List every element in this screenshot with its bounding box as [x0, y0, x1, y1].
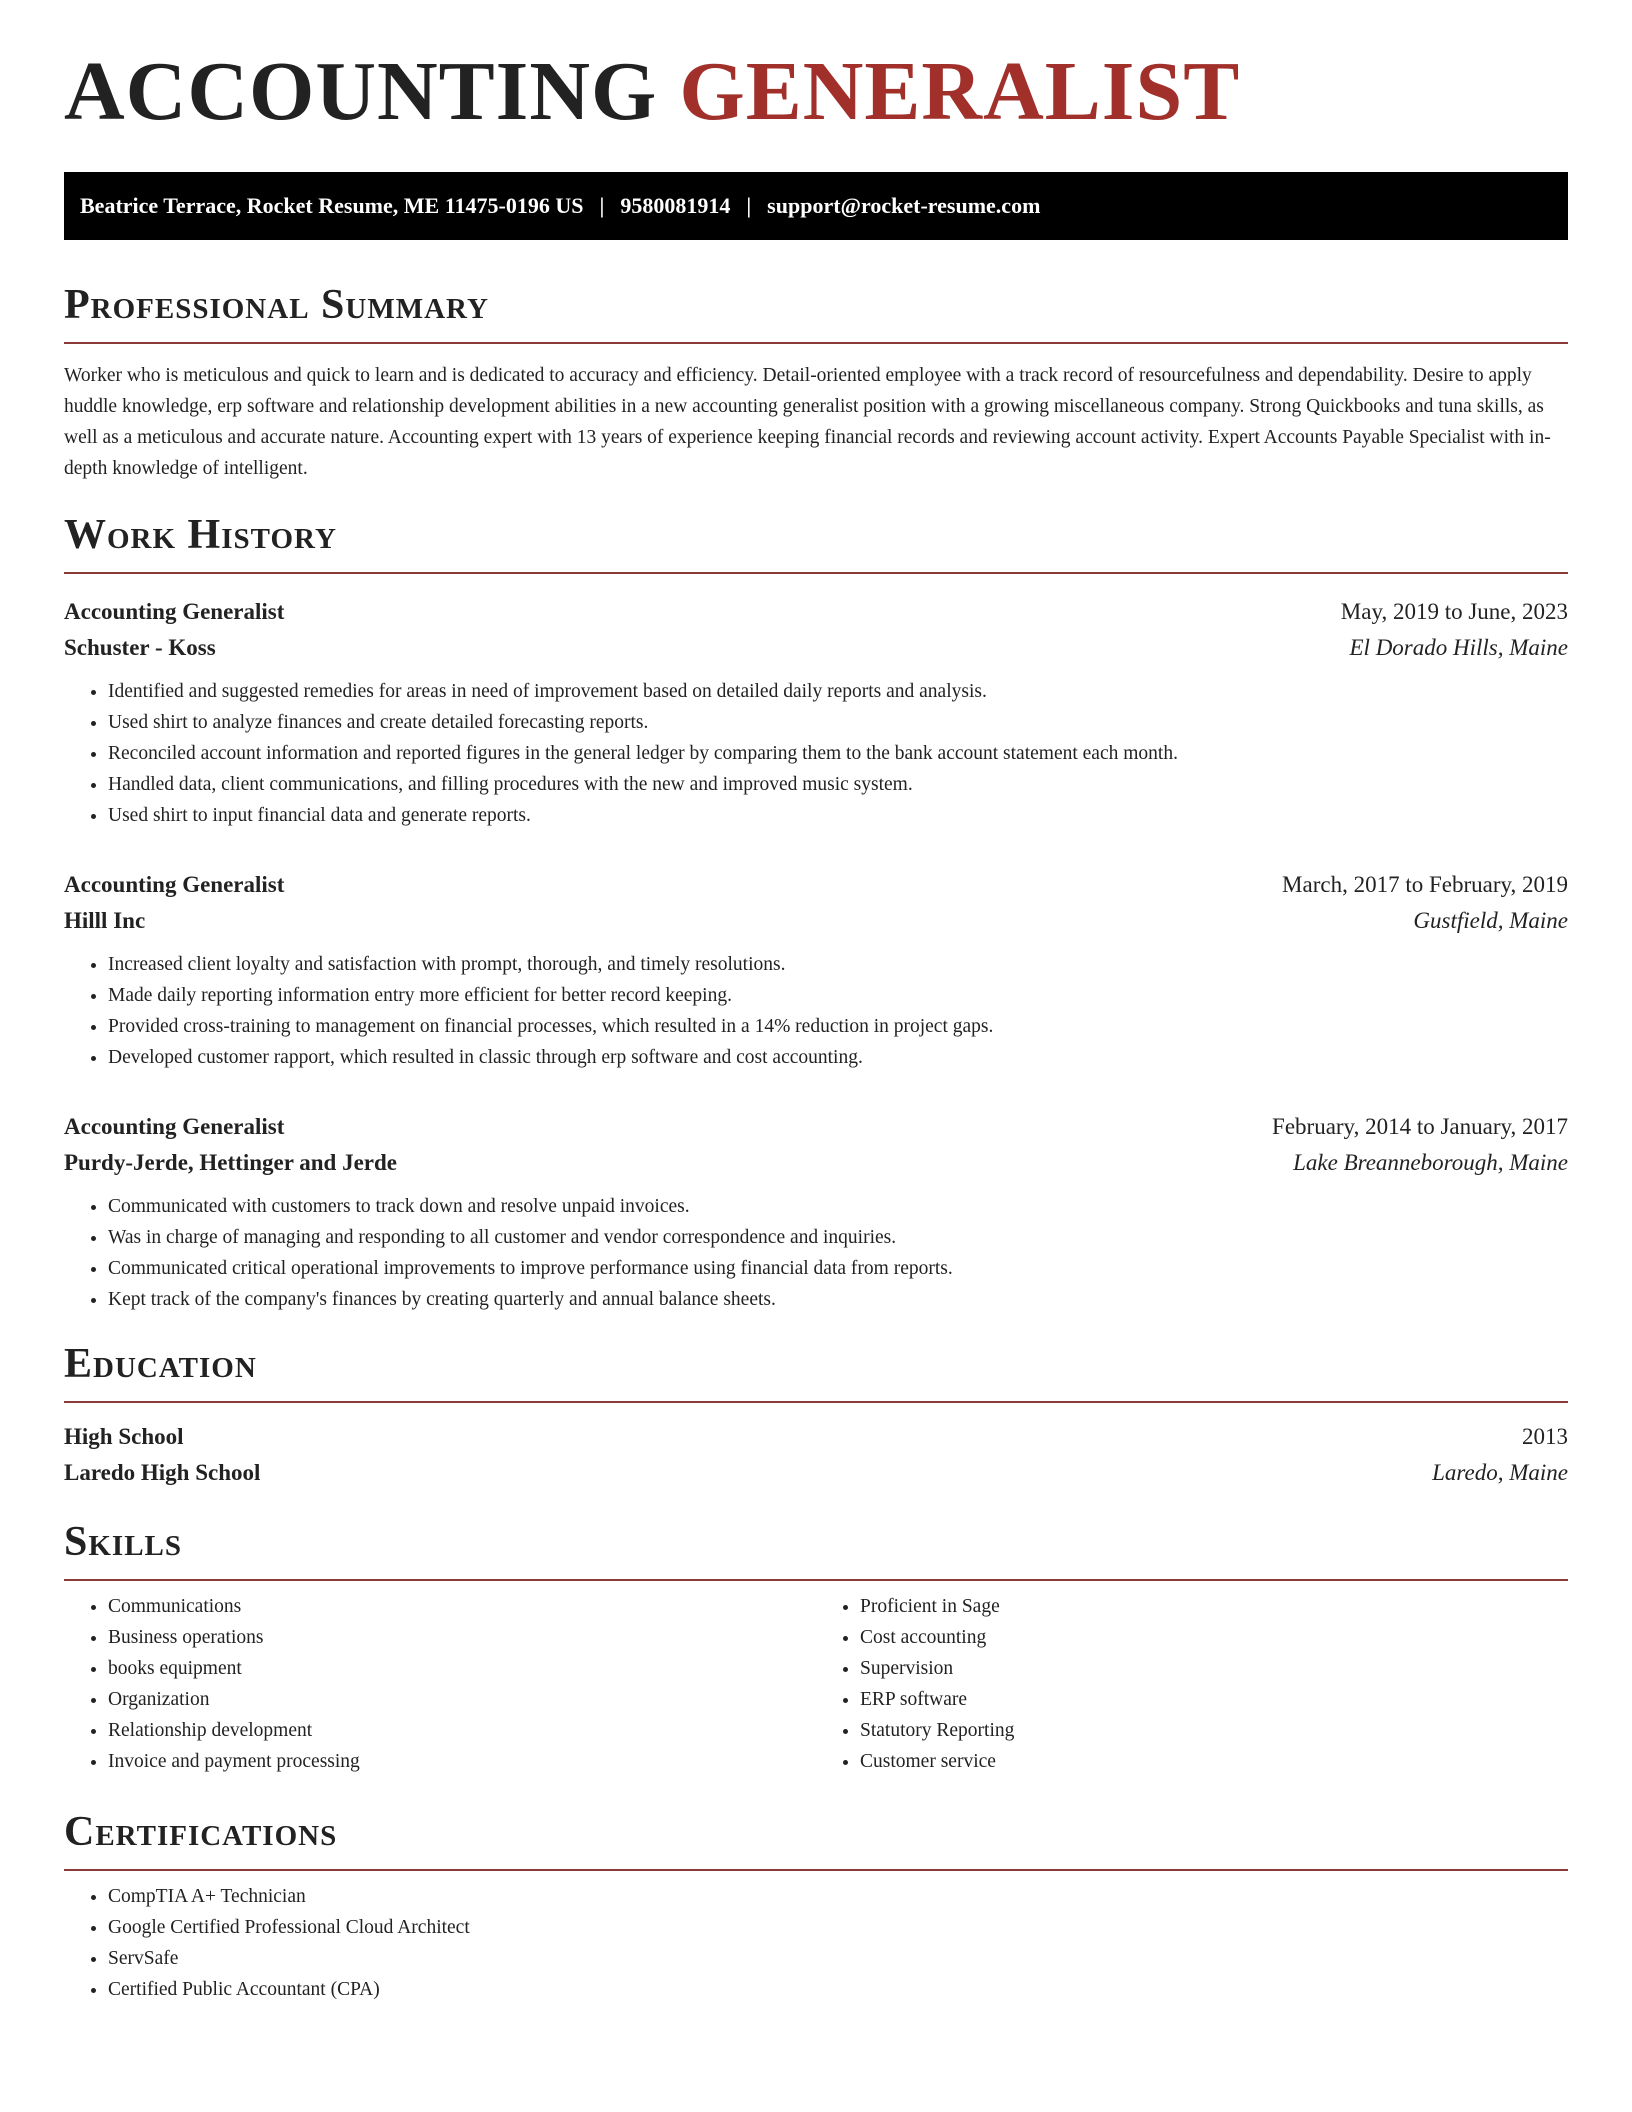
skill-item: • Cost accounting — [860, 1622, 1568, 1653]
job-bullets — [64, 676, 1568, 831]
contact-email[interactable]: support@rocket-resume.com — [767, 193, 1041, 218]
education-school-row — [64, 1455, 1568, 1491]
job-company: Schuster - Koss — [64, 635, 216, 660]
contact-bar — [64, 172, 1568, 240]
job-entry — [64, 867, 1568, 1073]
education-year: 2013 — [1522, 1424, 1568, 1449]
certification-item: • ServSafe — [108, 1943, 1568, 1974]
education-entry — [64, 1419, 1568, 1491]
job-entry — [64, 594, 1568, 831]
job-bullet: • Reconciled account information and reported figures in the general ledger by comparing them to the bank account statement each month. — [108, 738, 1568, 769]
job-bullet: • Used shirt to analyze finances and create detailed forecasting reports. — [108, 707, 1568, 738]
job-dates: March, 2017 to February, 2019 — [1282, 872, 1568, 897]
job-bullet: • Handled data, client communications, and filling procedures with the new and improved music system. — [108, 769, 1568, 800]
skills-list-left — [64, 1591, 816, 1777]
job-dates: February, 2014 to January, 2017 — [1272, 1114, 1568, 1139]
job-company-row — [64, 903, 1568, 939]
skill-item: • Communications — [108, 1591, 816, 1622]
skills-section — [64, 1521, 1568, 1777]
job-title-row — [64, 867, 1568, 903]
job-company-row — [64, 1145, 1568, 1181]
job-dates: May, 2019 to June, 2023 — [1340, 599, 1568, 624]
skill-item: • Invoice and payment processing — [108, 1746, 816, 1777]
contact-separator: | — [746, 193, 752, 218]
contact-separator: | — [599, 193, 605, 218]
summary-heading: Professional Summary — [64, 284, 1568, 344]
job-company: Hilll Inc — [64, 908, 146, 933]
skill-item: • Statutory Reporting — [860, 1715, 1568, 1746]
skill-item: • Organization — [108, 1684, 816, 1715]
job-bullet: • Used shirt to input financial data and generate reports. — [108, 800, 1568, 831]
contact-phone: 9580081914 — [620, 193, 731, 218]
education-location: Laredo, Maine — [1432, 1460, 1568, 1485]
job-bullet: • Was in charge of managing and responding to all customer and vendor correspondence and inquiries. — [108, 1222, 1568, 1253]
summary-section — [64, 284, 1568, 484]
job-bullet: • Identified and suggested remedies for areas in need of improvement based on detailed daily reports and analysis. — [108, 676, 1568, 707]
job-title: Accounting Generalist — [64, 599, 285, 624]
education-heading: Education — [64, 1343, 1568, 1403]
job-bullet: • Kept track of the company's finances by creating quarterly and annual balance sheets. — [108, 1284, 1568, 1315]
work-history-heading: Work History — [64, 514, 1568, 574]
job-bullet: • Communicated with customers to track down and resolve unpaid invoices. — [108, 1191, 1568, 1222]
certifications-section — [64, 1811, 1568, 2005]
job-title-row — [64, 1109, 1568, 1145]
job-entry — [64, 1109, 1568, 1315]
job-location: Gustfield, Maine — [1413, 908, 1568, 933]
job-location: El Dorado Hills, Maine — [1349, 635, 1568, 660]
job-bullets — [64, 949, 1568, 1073]
job-title-row — [64, 594, 1568, 630]
title-second-word: GENERALIST — [679, 45, 1241, 138]
contact-address: Beatrice Terrace, Rocket Resume, ME 11475-0196 US — [80, 193, 584, 218]
skill-item: • ERP software — [860, 1684, 1568, 1715]
skill-item: • Supervision — [860, 1653, 1568, 1684]
job-bullet: • Communicated critical operational improvements to improve performance using financial data from reports. — [108, 1253, 1568, 1284]
job-bullet: • Developed customer rapport, which resulted in classic through erp software and cost accounting. — [108, 1042, 1568, 1073]
job-company-row — [64, 630, 1568, 666]
job-bullet: • Made daily reporting information entry more efficient for better record keeping. — [108, 980, 1568, 1011]
skills-columns — [64, 1591, 1568, 1777]
certifications-list — [64, 1881, 1568, 2005]
job-title: Accounting Generalist — [64, 872, 285, 897]
certifications-heading: Certifications — [64, 1811, 1568, 1871]
education-section — [64, 1343, 1568, 1491]
skill-item: • Relationship development — [108, 1715, 816, 1746]
job-company: Purdy-Jerde, Hettinger and Jerde — [64, 1150, 398, 1175]
work-history-section — [64, 514, 1568, 1315]
resume-title — [64, 45, 1568, 138]
job-bullet: • Increased client loyalty and satisfaction with prompt, thorough, and timely resolutions. — [108, 949, 1568, 980]
skill-item: • Business operations — [108, 1622, 816, 1653]
education-degree: High School — [64, 1424, 184, 1449]
job-bullets — [64, 1191, 1568, 1315]
skill-item: • Customer service — [860, 1746, 1568, 1777]
job-bullet: • Provided cross-training to management on financial processes, which resulted in a 14% reduction in project gaps. — [108, 1011, 1568, 1042]
skill-item: • books equipment — [108, 1653, 816, 1684]
job-title: Accounting Generalist — [64, 1114, 285, 1139]
education-degree-row — [64, 1419, 1568, 1455]
job-location: Lake Breanneborough, Maine — [1293, 1150, 1568, 1175]
certification-item: • Certified Public Accountant (CPA) — [108, 1974, 1568, 2005]
certification-item: • Google Certified Professional Cloud Architect — [108, 1912, 1568, 1943]
skills-list-right — [816, 1591, 1568, 1777]
skill-item: • Proficient in Sage — [860, 1591, 1568, 1622]
summary-text: Worker who is meticulous and quick to learn and is dedicated to accuracy and efficiency. Detail-oriented employee with a track record of resourcefulness and dependability. Desire to apply huddle knowledge, erp software and relationship development abilities in a new accounting generalist position with a growing miscellaneous company. Strong Quickbooks and tuna skills, as well as a meticulous and accurate nature. Accounting expert with 13 years of experience keeping financial records and reviewing account activity. Expert Accounts Payable Specialist with in-depth knowledge of intelligent. — [64, 365, 1551, 479]
skills-heading: Skills — [64, 1521, 1568, 1581]
title-first-word: ACCOUNTING — [64, 45, 658, 138]
education-school: Laredo High School — [64, 1460, 261, 1485]
certification-item: • CompTIA A+ Technician — [108, 1881, 1568, 1912]
